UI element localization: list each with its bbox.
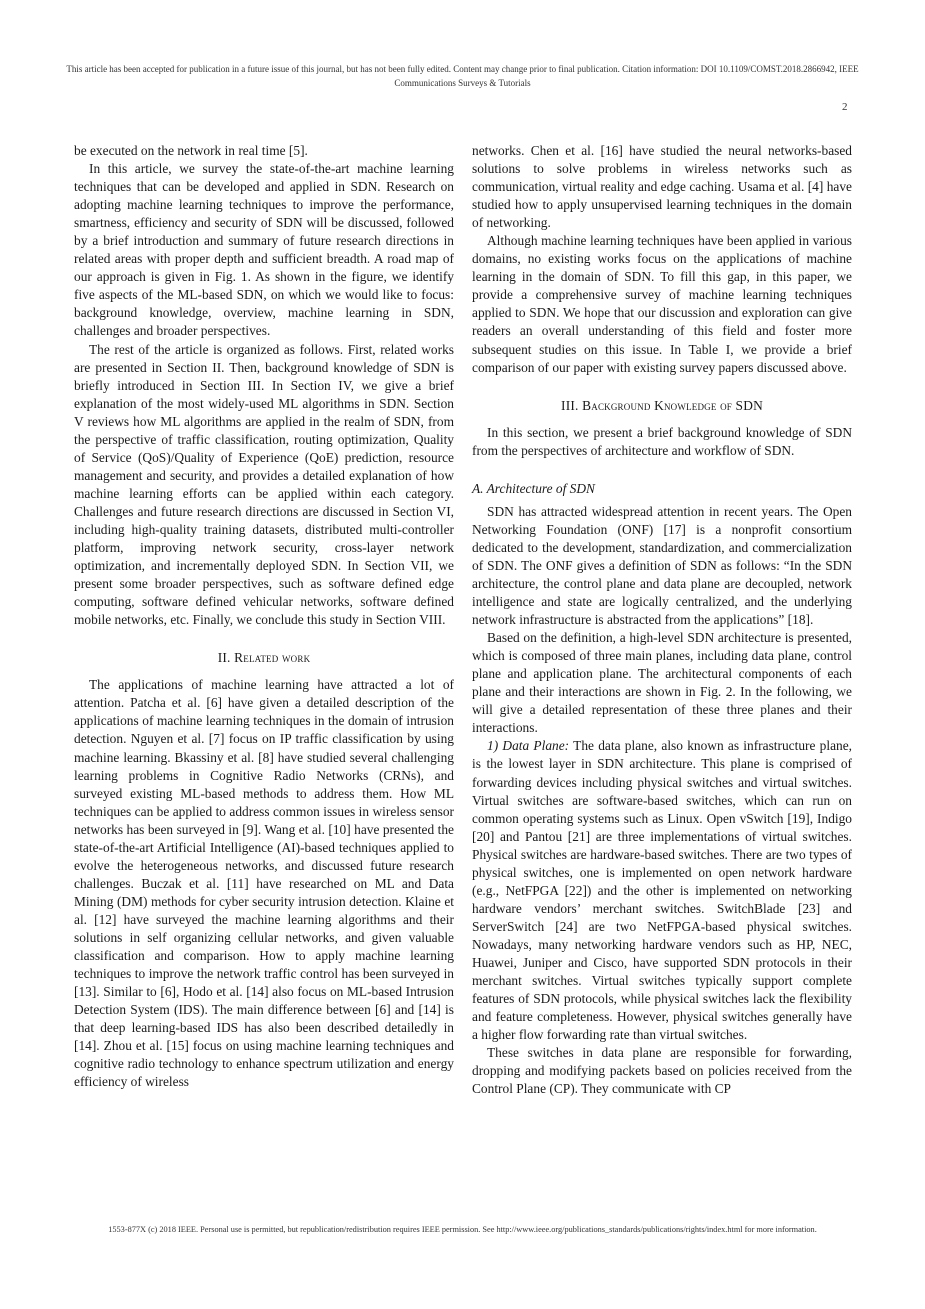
right-paragraph-2: Although machine learning techniques have been applied in various domains, no existing works focus on the applications of machine learning in the domain of SDN. To fill this gap, in this paper, we provide a comprehensive survey of machine learning techniques applied to SDN. We hope that our discussion and exploration can give readers an overall understanding of this field and foster more subsequent studies on this issue. In Table I, we provide a brief comparison of our paper with existing survey papers discussed above. bbox=[472, 233, 852, 375]
right-paragraph-5: Based on the definition, a high-level SDN architecture is presented, which is composed of three main planes, including data plane, control plane and application plane. The architectural components of each plane and their interactions are shown in Fig. 2. In the following, we will give a detailed representation of these three planes and their interactions. bbox=[472, 630, 852, 736]
right-paragraph-4: SDN has attracted widespread attention in recent years. The Open Networking Foundation (ONF) [17] is a nonprofit consortium dedicated to the development, standardization, and commercialization of SDN. The ONF gives a definition of SDN as follows: “In the SDN architecture, the control plane and data plane are decoupled, network intelligence and state are logically centralized, and the underlying network infrastructure is abstracted from the applications” [18]. bbox=[472, 503, 852, 628]
right-paragraph-3: In this section, we present a brief background knowledge of SDN from the perspectives of architecture and workflow of SDN. bbox=[472, 424, 852, 458]
subsection-heading-architecture: A. Architecture of SDN bbox=[472, 480, 595, 496]
right-paragraph-7: These switches in data plane are responsible for forwarding, dropping and modifying packets based on policies received from the Control Plane (CP). They communicate with CP bbox=[472, 1045, 852, 1097]
publication-notice-line1: This article has been accepted for publication in a future issue of this journal, but has not been fully edited. Content may change prior to final publication. Citation information: DOI 10.1109/COMST.2018.2866942, IEEE bbox=[66, 64, 859, 74]
publication-notice bbox=[20, 62, 905, 90]
data-plane-text: The data plane, also known as infrastructure plane, is the lowest layer in SDN architecture. This plane is comprised of forwarding devices including physical switches and virtual switches. Virtual switches are software-based switches, which can run on common operating systems such as Linux. Open vSwitch [19], Indigo [20] and Pantou [21] are three implementations of virtual switches. Physical switches are hardware-based switches. There are two types of physical switches, one is implemented on open network hardware (e.g., NetFPGA [22]) and the other is implemented on networking hardware vendors’ merchant switches. SwitchBlade [23] and ServerSwitch [24] are two NetFPGA-based physical switches. Nowadays, many networking hardware vendors such as HP, NEC, Huawei, Juniper and Cisco, have supported SDN protocols in their merchant switches. Virtual switches typically support complete features of SDN protocols, while physical switches lack the flexibility and feature completeness. However, physical switches generally have a higher flow forwarding rate than virtual switches. bbox=[472, 738, 853, 1043]
right-paragraph-1: networks. Chen et al. [16] have studied the neural networks-based solutions to solve problems in wireless networks such as communication, virtual reality and edge caching. Usama et al. [4] have studied how to apply unsupervised learning techniques in the domain of networking. bbox=[472, 143, 852, 231]
section-heading-related-work: II. Related work bbox=[217, 650, 311, 666]
copyright-footer: 1553-877X (c) 2018 IEEE. Personal use is permitted, but republication/redistribution requires IEEE permission. See http://www.ieee.org/publications_standards/publications/rights/index.html for more information. bbox=[108, 1225, 817, 1234]
right-paragraph-6 bbox=[472, 737, 852, 1044]
section-heading-background: III. Background Knowledge of SDN bbox=[561, 397, 763, 413]
left-paragraph-2: In this article, we survey the state-of-the-art machine learning techniques that can be developed and applied in SDN. Research on adopting machine learning techniques to improve the performance, smartness, efficiency and security of SDN will be discussed, followed by a brief introduction and summary of future research directions in related areas with proper depth and sufficient breadth. A road map of our approach is given in Fig. 1. As shown in the figure, we identify five aspects of the ML-based SDN, on which we would like to focus: background knowledge, overview, machine learning in SDN, challenges and broader perspectives. bbox=[74, 161, 454, 339]
left-column bbox=[74, 142, 454, 1091]
right-column bbox=[472, 142, 852, 1098]
data-plane-heading: 1) Data Plane: bbox=[487, 738, 570, 754]
page-number: 2 bbox=[842, 101, 848, 113]
left-paragraph-3: The rest of the article is organized as follows. First, related works are presented in Section II. Then, background knowledge of SDN is briefly introduced in Section III. In Section IV, we give a brief explanation of the most widely-used ML algorithms in SDN. Section V reviews how ML algorithms are applied in the realm of SDN, from the perspective of traffic classification, routing optimization, Quality of Service (QoS)/Quality of Experience (QoE) prediction, resource management and security, and provides a detailed explanation of how machine learning efforts can be applied within each category. Challenges and future research directions are discussed in Section VI, including high-quality training datasets, distributed multi-controller platform, improving network security, cross-layer network optimization, and incrementally deployed SDN. In Section VII, we present some broader perspectives, such as software defined edge computing, software defined vehicular networks, software defined mobile networks, etc. Finally, we conclude this study in Section VIII. bbox=[74, 341, 454, 628]
left-paragraph-1: be executed on the network in real time [5]. bbox=[74, 143, 308, 158]
left-paragraph-4: The applications of machine learning have attracted a lot of attention. Patcha et al. [6] have given a detailed description of the applications of machine learning techniques in the domain of intrusion detection. Nguyen et al. [7] focus on IP traffic classification by using machine learning. Bkassiny et al. [8] have studied several challenging learning problems in Cognitive Radio Networks (CRNs), and surveyed existing ML-based methods to address them. How ML techniques can be applied to address common issues in wireless sensor networks has been surveyed in [9]. Wang et al. [10] have presented the state-of-the-art Artificial Intelligence (AI)-based techniques applied to evolve the heterogeneous networks, and discussed future research challenges. Buczak et al. [11] have researched on ML and Data Mining (DM) methods for cyber security intrusion detection. Klaine et al. [12] have surveyed the machine learning algorithms and their solutions in self organizing cellular networks, and given valuable classification and comparison. How to apply machine learning techniques to improve the network traffic control has been surveyed in [13]. Similar to [6], Hodo et al. [14] also focus on ML-based Intrusion Detection System (IDS). The main difference between [6] and [14] is that deep learning-based IDS has also been described detailedly in [14]. Zhou et al. [15] focus on using machine learning techniques and cognitive radio technology to enhance spectrum utilization and energy efficiency of wireless bbox=[74, 677, 454, 1090]
publication-notice-line2: Communications Surveys & Tutorials bbox=[394, 78, 531, 88]
